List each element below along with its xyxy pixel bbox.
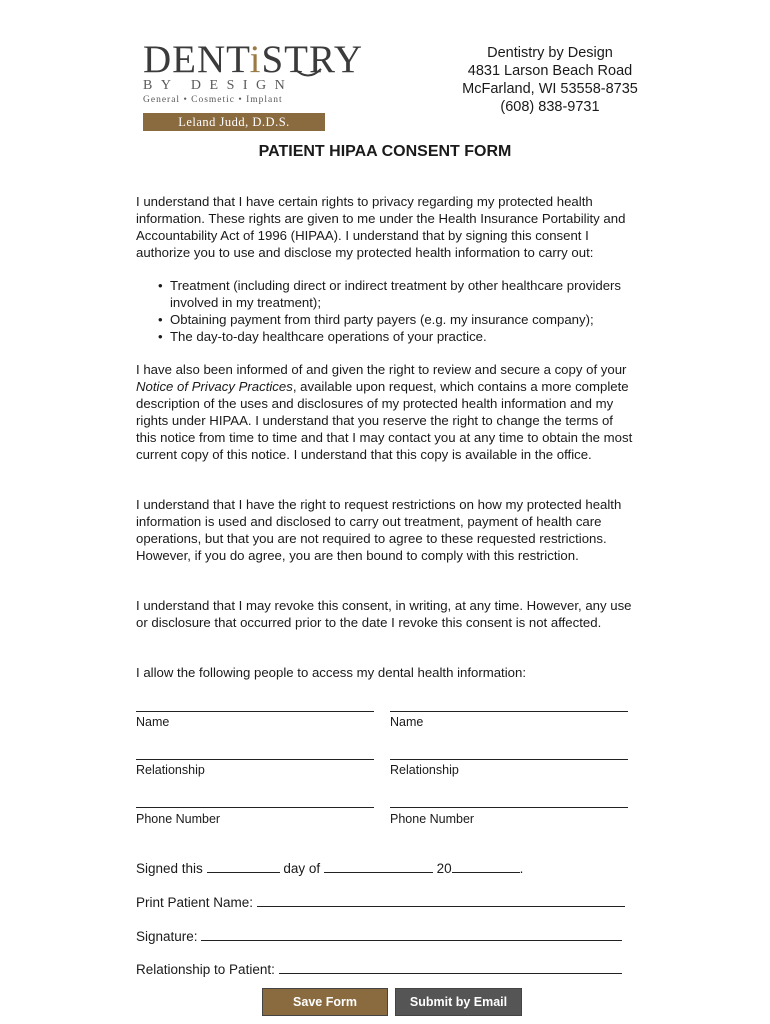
save-form-button[interactable]: Save Form [262,988,388,1016]
list-item: • Obtaining payment from third party payers (e.g. my insurance company); [158,312,594,327]
page-title: PATIENT HIPAA CONSENT FORM [258,143,512,160]
contact-1-name-label: Name [136,715,170,729]
contact-1-relationship-field[interactable] [136,759,374,760]
relationship-to-patient-label: Relationship to Patient: [136,962,275,977]
contact-1-phone-label: Phone Number [136,812,221,826]
intro-paragraph: I understand that I have certain rights to privacy regarding my protected health information. These rights are given to me under the Health Insurance Portability and Accountability Act of 1996 (HIPAA). I understand that by signing this consent I authorize you to use and disclose my protected health information to carry out: [136,194,626,260]
contact-1-name-field[interactable] [136,711,374,712]
signed-month-field[interactable] [324,860,433,873]
signed-date-line: Signed this day of 20 . [136,861,524,876]
signed-year-field[interactable] [452,860,520,873]
relationship-to-patient-field[interactable] [279,961,622,974]
practice-name: Dentistry by Design [487,45,613,61]
list-item: • Treatment (including direct or indirect treatment by other healthcare providers involved in my treatment); [158,278,622,310]
relationship-row [136,961,622,977]
signed-day-field[interactable] [207,860,280,873]
print-name-row [136,894,625,910]
signature-row [136,928,622,944]
logo-wordmark: DENTiSTRY [143,38,363,81]
signature-label: Signature: [136,929,198,944]
access-paragraph: I allow the following people to access my dental health information: [136,665,526,680]
print-name-field[interactable] [257,894,625,907]
logo-subtitle: BY DESIGN [143,78,294,93]
contact-1-relationship-label: Relationship [136,763,205,777]
logo-tagline: General • Cosmetic • Implant [143,95,283,105]
contact-2-relationship-label: Relationship [390,763,459,777]
signature-field[interactable] [201,928,622,941]
practice-phone: (608) 838-9731 [500,99,600,115]
contact-2-name-label: Name [390,715,424,729]
restrictions-paragraph: I understand that I have the right to request restrictions on how my protected health information is used and disclosed to carry out treatment, payment of health care operations, but that you are not required to agree to these requested restrictions. However, if you do agree, you are then bound to comply with this restriction. [136,497,622,563]
logo-doctor-name: Leland Judd, D.D.S. [143,113,325,131]
consent-purpose-list [158,277,628,345]
practice-address [430,44,670,116]
privacy-notice-paragraph: I have also been informed of and given the right to review and secure a copy of your Notice of Privacy Practices, available upon request, which contains a more complete description of the uses and disclosures of my protected health information and my rights under HIPAA. I understand that you reserve the right to change the terms of this notice from time to time and that I may contact you at any time to obtain the most current copy of this notice. I understand that this copy is available in the office. [136,362,633,462]
revoke-paragraph: I understand that I may revoke this consent, in writing, at any time. However, any use or disclosure that occurred prior to the date I revoke this consent is not affected. [136,598,632,630]
print-name-label: Print Patient Name: [136,895,254,910]
contact-2-phone-label: Phone Number [390,812,475,826]
smile-icon [293,66,323,80]
contact-1-phone-field[interactable] [136,807,374,808]
contact-2-name-field[interactable] [390,711,628,712]
list-item: • The day-to-day healthcare operations of your practice. [158,329,487,344]
practice-city: McFarland, WI 53558-8735 [462,81,638,97]
submit-by-email-button[interactable]: Submit by Email [395,988,522,1016]
practice-street: 4831 Larson Beach Road [467,63,633,79]
contact-2-relationship-field[interactable] [390,759,628,760]
contact-2-phone-field[interactable] [390,807,628,808]
practice-logo [143,38,363,131]
